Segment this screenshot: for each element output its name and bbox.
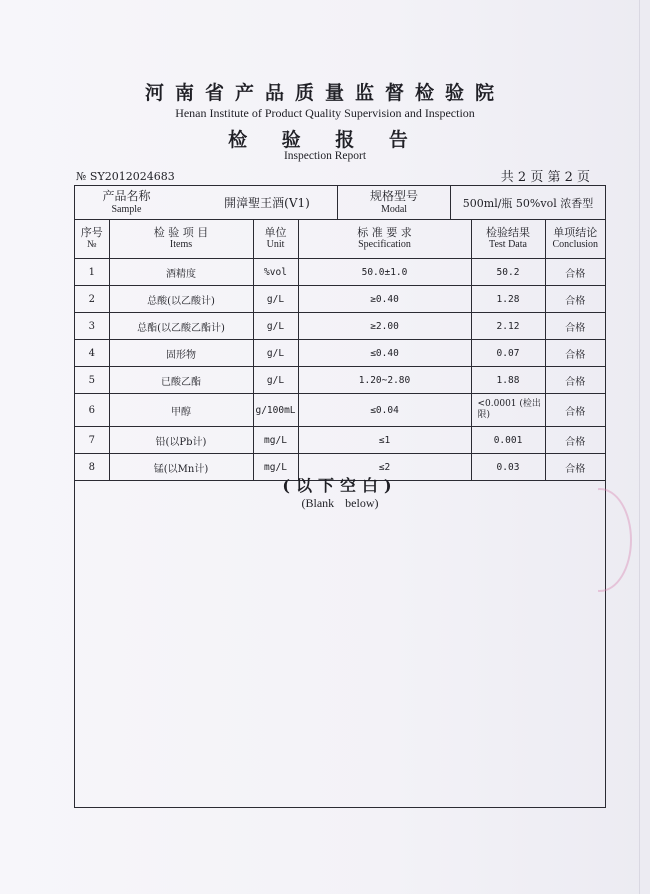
row-result: 0.001 (471, 427, 545, 454)
table-row (75, 427, 605, 454)
header-test-data: 检验结果 Test Data (471, 220, 545, 259)
results-table (75, 220, 605, 481)
row-unit: g/L (253, 313, 298, 340)
row-result: 0.07 (471, 340, 545, 367)
table-row (75, 367, 605, 394)
row-unit: g/L (253, 340, 298, 367)
row-no: 5 (75, 367, 109, 394)
row-conclusion: 合格 (545, 286, 605, 313)
report-frame (74, 185, 606, 808)
header-unit: 单位 Unit (253, 220, 298, 259)
row-item: 固形物 (109, 340, 253, 367)
blank-below-en: (Blank below) (301, 496, 379, 510)
row-result: 1.28 (471, 286, 545, 313)
org-name-cn: 河南省产品质量监督检验院 (144, 82, 505, 104)
row-item: 已酸乙酯 (109, 367, 253, 394)
row-conclusion: 合格 (545, 259, 605, 286)
row-spec: ≤0.04 (298, 394, 471, 427)
model-label-en: Modal (380, 203, 408, 215)
row-unit: g/L (253, 286, 298, 313)
row-item: 酒精度 (109, 259, 253, 286)
row-result: 1.88 (471, 367, 545, 394)
sample-bar (75, 186, 605, 220)
row-result: 0.03 (471, 454, 545, 481)
row-spec: 1.20~2.80 (298, 367, 471, 394)
row-no: 4 (75, 340, 109, 367)
row-item: 总酸(以乙酸计) (109, 286, 253, 313)
model-value-cell (450, 186, 605, 219)
table-row (75, 259, 605, 286)
sample-name-cell (178, 186, 356, 219)
row-unit: %vol (253, 259, 298, 286)
row-unit: g/100mL (253, 394, 298, 427)
row-no: 8 (75, 454, 109, 481)
table-row (75, 340, 605, 367)
row-unit: g/L (253, 367, 298, 394)
row-item: 甲醇 (109, 394, 253, 427)
row-conclusion: 合格 (545, 394, 605, 427)
report-number: № SY2012024683 (76, 170, 175, 183)
blank-below-cn: (以下空白) (282, 476, 398, 495)
row-item: 铅(以Pb计) (109, 427, 253, 454)
row-result: <0.0001 (检出限) (471, 394, 545, 427)
header-no: 序号 № (75, 220, 109, 259)
header-specification: 标 准 要 求 Specification (298, 220, 471, 259)
table-header-row (75, 220, 605, 259)
sample-label-cn: 产品名称 (102, 189, 151, 204)
row-spec: ≤2 (298, 454, 471, 481)
header-conclusion: 单项结论 Conclusion (545, 220, 605, 259)
row-unit: mg/L (253, 427, 298, 454)
row-spec: ≥0.40 (298, 286, 471, 313)
row-conclusion: 合格 (545, 454, 605, 481)
row-result: 50.2 (471, 259, 545, 286)
row-unit: mg/L (253, 454, 298, 481)
report-title-en: Inspection Report (283, 150, 367, 162)
org-name-en: Henan Institute of Product Quality Supervision and Inspection (175, 106, 475, 120)
row-spec: 50.0±1.0 (298, 259, 471, 286)
row-spec: ≥2.00 (298, 313, 471, 340)
row-spec: ≤0.40 (298, 340, 471, 367)
model-value: 500ml/瓶 50%vol 浓香型 (462, 196, 594, 210)
table-row (75, 313, 605, 340)
model-label (337, 186, 450, 219)
row-no: 2 (75, 286, 109, 313)
model-label-cn: 规格型号 (369, 189, 418, 204)
report-title-cn: 检 验 报 告 (228, 129, 422, 151)
row-no: 3 (75, 313, 109, 340)
table-row (75, 286, 605, 313)
row-item: 锰(以Mn计) (109, 454, 253, 481)
row-conclusion: 合格 (545, 427, 605, 454)
row-no: 1 (75, 259, 109, 286)
row-conclusion: 合格 (545, 313, 605, 340)
row-no: 6 (75, 394, 109, 427)
sample-label-en: Sample (111, 203, 142, 215)
row-item: 总酯(以乙酸乙酯计) (109, 313, 253, 340)
row-result: 2.12 (471, 313, 545, 340)
row-spec: ≤1 (298, 427, 471, 454)
table-row (75, 394, 605, 427)
sample-label (75, 186, 178, 219)
header-items: 检 验 项 目 Items (109, 220, 253, 259)
page-info: 共 2 页 第 2 页 (500, 170, 590, 185)
row-conclusion: 合格 (545, 367, 605, 394)
sample-name: 開漳聖王酒(V1) (224, 196, 310, 210)
row-conclusion: 合格 (545, 340, 605, 367)
row-no: 7 (75, 427, 109, 454)
